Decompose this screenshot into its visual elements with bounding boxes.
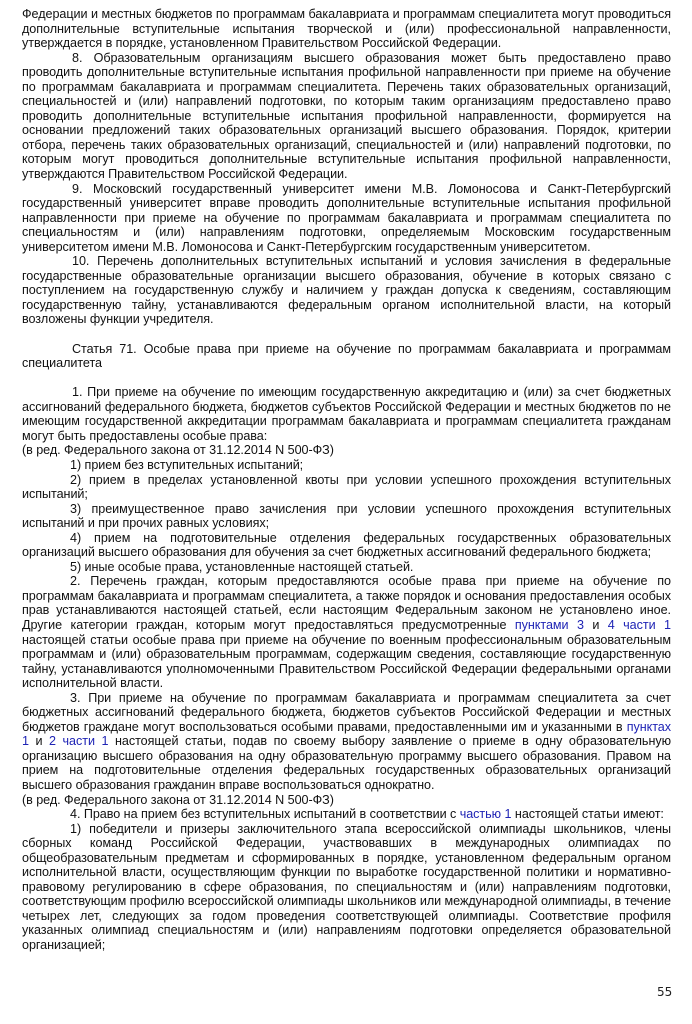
article-part-4 — [22, 807, 671, 822]
part-4-item-1: 1) победители и призеры заключительного этапа всероссийской олимпиады школьников, члены сборных команд Российской Федерации, участвовавших в международных олимпиадах по общеобразовательным предметам и сформированных в порядке, установленном федеральным органом исполнительной власти, осуществляющим функции по выработке государственной политики и нормативно-правовому регулированию в сфере образования, по специальностям и (или) направлениям подготовки, соответствующим профилю всероссийской олимпиады школьников или международной олимпиады, в течение четырех лет, следующих за годом проведения соответствующей олимпиады. Соответствие профиля указанных олимпиад специальностям и (или) направлениям подготовки определяется образовательной организацией; — [22, 821, 671, 952]
paragraph-clause-8: 8. Образовательным организациям высшего образования может быть предоставлено право проводить дополнительные вступительные испытания профильной направленности при приеме на обучение по программам бакалавриата и программам специалитета. Перечень таких образовательных организаций, специальностей и (или) направлений подготовки, по которым таким организациям предоставлено право проводить дополнительные вступительные испытания профильной направленности, формируется на основании предложений таких образовательных организаций высшего образования. Порядок, критерии отбора, перечень таких образовательных организаций, специальностей и (или) направлений подготовки, по которым могут проводиться дополнительные вступительные испытания профильной направленности, утверждаются Правительством Российской Федерации. — [22, 50, 671, 182]
link-points-3[interactable]: пунктами 3 — [514, 617, 584, 632]
part-3-text: 3. При приеме на обучение по программам бакалавриата и программам специалитета за счет бюджетных ассигнований федерального бюджета, бюджетов субъектов Российской Федерации и местных бюджетов граждане могут воспользоваться особыми правами, предоставленными им и указанными в — [22, 690, 671, 734]
link-part-1-point-2[interactable]: 2 части 1 — [49, 734, 109, 749]
paragraph-clause-10: 10. Перечень дополнительных вступительных испытаний и условия зачисления в федеральные государственные образовательные организации высшего образования, обучение в которых связано с поступлением на государственную службу и наличием у граждан допуска к сведениям, составляющим государственную тайну, устанавливаются федеральным органом исполнительной власти, на который возложены функции учредителя. — [22, 254, 671, 327]
link-part-1-point-4[interactable]: 4 части 1 — [607, 617, 671, 632]
part-2-conj: и — [583, 617, 608, 632]
part-1-item-2: 2) прием в пределах установленной квоты при условии успешного прохождения вступительных испытаний; — [22, 472, 671, 502]
part-1-item-4: 4) прием на подготовительные отделения федеральных государственных образовательных организаций высшего образования для обучения за счет бюджетных ассигнований федерального бюджета; — [22, 530, 671, 560]
link-points-1[interactable]: пунктах 1 — [22, 719, 671, 749]
paragraph-clause-9: 9. Московский государственный университет имени М.В. Ломоносова и Санкт-Петербургский государственный университет вправе проводить дополнительные вступительные испытания профильной направленности при приеме на обучение по программам бакалавриата и программам специалитета по специальностям и (или) направлениям подготовки, определяемым Московским государственным университетом имени М.В. Ломоносова и Санкт-Петербургским государственным университетом. — [22, 181, 671, 254]
link-part-1[interactable]: частью 1 — [459, 807, 512, 822]
paragraph-continuation: Федерации и местных бюджетов по программам бакалавриата и программам специалитета могут проводиться дополнительные вступительные испытания творческой и (или) профессиональной направленности, утверждается в порядке, установленном Правительством Российской Федерации. — [22, 7, 671, 51]
article-heading: Статья 71. Особые права при приеме на обучение по программам бакалавриата и программам специалитета — [22, 341, 671, 371]
article-part-3 — [22, 691, 671, 793]
part-4-text: 4. Право на прием без вступительных испытаний в соответствии с — [70, 807, 460, 822]
document-page — [22, 7, 671, 953]
article-part-2 — [22, 574, 671, 690]
part-2-text-rest: настоящей статьи особые права при приеме на обучение по военным профессиональным образовательным программам и (или) образовательным программам, содержащим сведения, составляющие государственную тайну, устанавливаются уполномоченными Правительством Российской Федерации федеральными органами исполнительной власти. — [22, 632, 671, 691]
part-2-text: 2. Перечень граждан, которым предоставляются особые права при приеме на обучение по программам бакалавриата и программам специалитета, а также порядок и основания предоставления особых прав устанавливаются настоящей статьей, если настоящим Федеральным законом не установлено иное. Другие категории граждан, которым могут предоставляться предусмотренные — [22, 574, 671, 632]
part-1-item-3: 3) преимущественное право зачисления при условии успешного прохождения вступительных испытаний и при прочих равных условиях; — [22, 501, 671, 531]
part-1-item-1: 1) прием без вступительных испытаний; — [70, 457, 304, 472]
part-4-text-rest: настоящей статьи имеют: — [511, 807, 664, 822]
article-part-1-intro: 1. При приеме на обучение по имеющим государственную аккредитацию и (или) за счет бюджетных ассигнований федерального бюджета, бюджетов субъектов Российской Федерации и местных бюджетов по не имеющим государственной аккредитации программам бакалавриата и программам специалитета гражданам могут быть предоставлены особые права: — [22, 385, 671, 443]
part-3-conj: и — [28, 734, 50, 749]
page-number: 55 — [657, 985, 673, 999]
amendment-note: (в ред. Федерального закона от 31.12.2014 N 500-ФЗ) — [22, 443, 334, 458]
spacer — [22, 327, 671, 342]
amendment-note: (в ред. Федерального закона от 31.12.2014 N 500-ФЗ) — [22, 792, 334, 807]
spacer — [22, 371, 671, 386]
part-3-text-rest: настоящей статьи, подав по своему выбору заявление о приеме в одну образовательную организацию высшего образования на одну образовательную программу высшего образования. Правом на прием на подготовительные отделения федеральных государственных образовательных организаций высшего образования гражданин вправе воспользоваться однократно. — [22, 734, 671, 792]
part-1-item-5: 5) иные особые права, установленные настоящей статьей. — [70, 559, 414, 574]
